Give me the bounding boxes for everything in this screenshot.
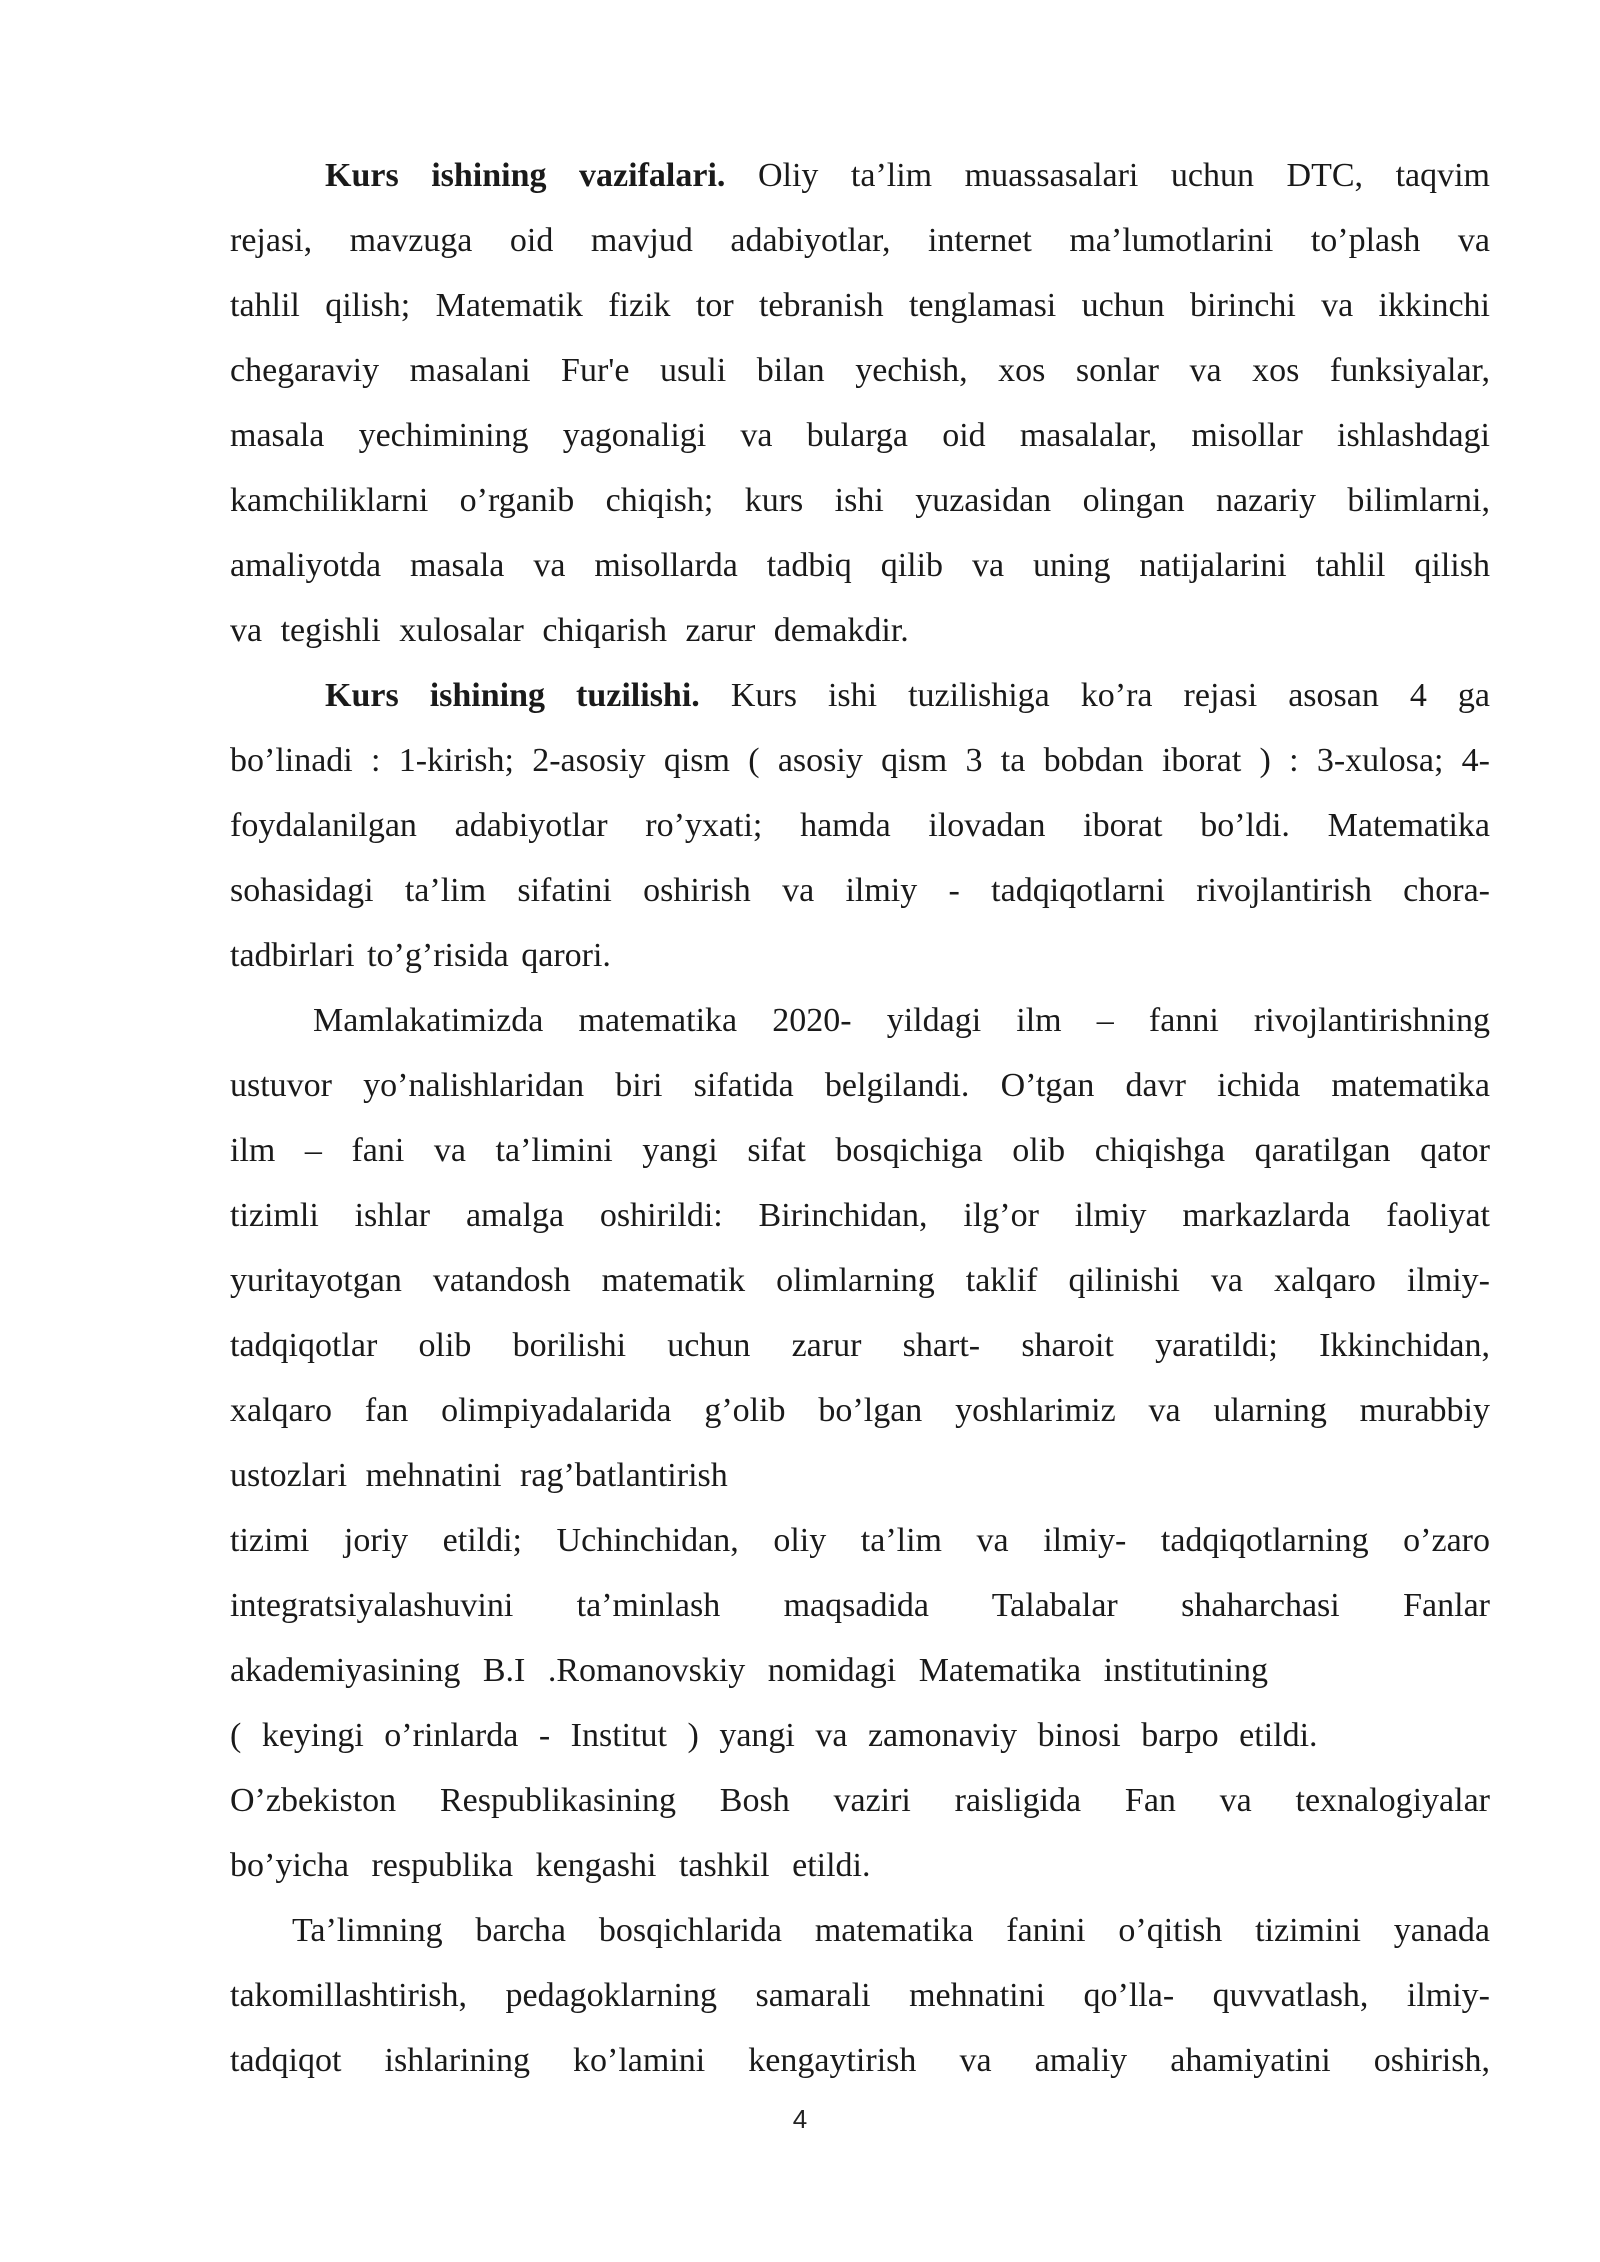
- paragraph-4-line-1: Ta’limning barcha bosqichlarida matematika fanini o’qitish tizimini yanada: [292, 1912, 1490, 1949]
- paragraph-1-line-text: Oliy ta’lim muassasalari uchun DTC, taqvim: [757, 157, 1490, 194]
- paragraph-2-line-2: bo’linadi : 1-kirish; 2-asosiy qism ( asosiy qism 3 ta bobdan iborat ) : 3-xulosa; 4-: [230, 742, 1490, 779]
- paragraph-3-line-7: xalqaro fan olimpiyadalarida g’olib bo’lgan yoshlarimiz va ularning murabbiy: [230, 1392, 1490, 1429]
- paragraph-3-line-13: O’zbekiston Respublikasining Bosh vaziri raisligida Fan va texnalogiyalar: [230, 1782, 1490, 1819]
- paragraph-3-line-12: ( keyingi o’rinlarda - Institut ) yangi va zamonaviy binosi barpo etildi.: [230, 1717, 1318, 1754]
- paragraph-2-line-5: tadbirlari to’g’risida qarori.: [230, 937, 611, 974]
- paragraph-1-line-2: rejasi, mavzuga oid mavjud adabiyotlar, internet ma’lumotlarini to’plash va: [230, 222, 1490, 259]
- paragraph-3-line-9: tizimi joriy etildi; Uchinchidan, oliy ta’lim va ilmiy- tadqiqotlarning o’zaro: [230, 1522, 1490, 1559]
- paragraph-3-line-3: ilm – fani va ta’limini yangi sifat bosqichiga olib chiqishga qaratilgan qator: [230, 1132, 1490, 1169]
- paragraph-2-line-3: foydalanilgan adabiyotlar ro’yxati; hamda ilovadan iborat bo’ldi. Matematika: [230, 807, 1490, 844]
- paragraph-1-line-7: amaliyotda masala va misollarda tadbiq qilib va uning natijalarini tahlil qilish: [230, 547, 1490, 584]
- paragraph-3-line-6: tadqiqotlar olib borilishi uchun zarur shart- sharoit yaratildi; Ikkinchidan,: [230, 1327, 1490, 1364]
- paragraph-3-line-8: ustozlari mehnatini rag’batlantirish: [230, 1457, 728, 1494]
- paragraph-1-line-5: masala yechimining yagonaligi va bularga oid masalalar, misollar ishlashdagi: [230, 417, 1490, 454]
- paragraph-1-line-8: va tegishli xulosalar chiqarish zarur demakdir.: [230, 612, 909, 649]
- paragraph-2-line-4: sohasidagi ta’lim sifatini oshirish va ilmiy - tadqiqotlarni rivojlantirish chora-: [230, 872, 1490, 909]
- paragraph-2-line-text: Kurs ishi tuzilishiga ko’ra rejasi asosan 4 ga: [730, 677, 1490, 714]
- paragraph-3-line-14: bo’yicha respublika kengashi tashkil etildi.: [230, 1847, 871, 1884]
- paragraph-3-line-2: ustuvor yo’nalishlaridan biri sifatida belgilandi. O’tgan davr ichida matematika: [230, 1067, 1490, 1104]
- paragraph-4-line-3: tadqiqot ishlarining ko’lamini kengaytirish va amaliy ahamiyatini oshirish,: [230, 2042, 1490, 2079]
- paragraph-3-line-1: Mamlakatimizda matematika 2020- yildagi ilm – fanni rivojlantirishning: [313, 1002, 1490, 1039]
- paragraph-2-heading: Kurs ishining tuzilishi.: [325, 677, 700, 714]
- paragraph-1-heading: Kurs ishining vazifalari.: [325, 157, 726, 194]
- paragraph-3-line-11: akademiyasining B.I .Romanovskiy nomidagi Matematika institutining: [230, 1652, 1268, 1689]
- paragraph-3-line-4: tizimli ishlar amalga oshirildi: Birinchidan, ilg’or ilmiy markazlarda faoliyat: [230, 1197, 1490, 1234]
- page-number: 4: [792, 2104, 808, 2134]
- paragraph-1-line-6: kamchiliklarni o’rganib chiqish; kurs ishi yuzasidan olingan nazariy bilimlarni,: [230, 482, 1490, 519]
- paragraph-4-line-2: takomillashtirish, pedagoklarning samarali mehnatini qo’lla- quvvatlash, ilmiy-: [230, 1977, 1490, 2014]
- paragraph-3-line-10: integratsiyalashuvini ta’minlash maqsadida Talabalar shaharchasi Fanlar: [230, 1587, 1490, 1624]
- paragraph-1-line-3: tahlil qilish; Matematik fizik tor tebranish tenglamasi uchun birinchi va ikkinchi: [230, 287, 1490, 324]
- paragraph-3-line-5: yuritayotgan vatandosh matematik olimlarning taklif qilinishi va xalqaro ilmiy-: [230, 1262, 1490, 1299]
- paragraph-1-line-1: [325, 156, 1490, 196]
- paragraph-2-line-1: [325, 676, 1490, 716]
- paragraph-1-line-4: chegaraviy masalani Fur'e usuli bilan yechish, xos sonlar va xos funksiyalar,: [230, 352, 1490, 389]
